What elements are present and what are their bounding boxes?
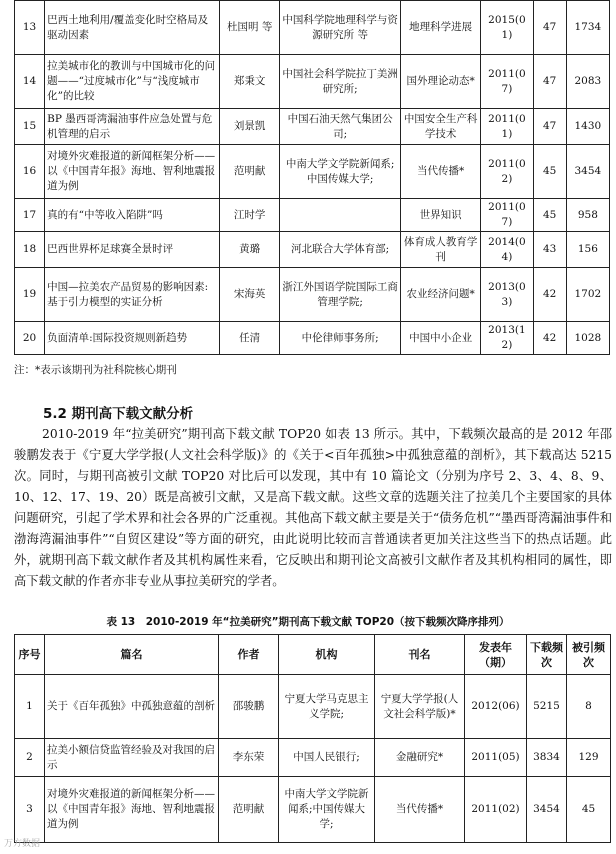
- table-row: [15, 322, 610, 355]
- cell-journal: 当代传播*: [400, 145, 480, 199]
- header-journal: 刊名: [375, 635, 465, 675]
- cell-title: 真的有“中等收入陷阱”吗: [45, 199, 220, 232]
- cell-cited: 129: [567, 739, 611, 777]
- header-cited: 被引频次: [567, 635, 611, 675]
- cell-title: 巴西世界杯足球赛全景时评: [45, 232, 220, 268]
- cell-org: 中南大学文学院新闻系;中国传媒大学;: [280, 145, 401, 199]
- cell-org: 中国人民银行;: [279, 739, 375, 777]
- cell-org: 中南大学文学院新闻系;中国传媒大学;: [279, 777, 375, 843]
- table-row: [15, 268, 610, 322]
- cell-cited: 42: [533, 268, 566, 322]
- cell-journal: 中国安全生产科学技术: [400, 109, 480, 145]
- table-row: [15, 1, 610, 55]
- section-heading: 5.2 期刊高下载文献分析: [43, 406, 194, 422]
- cell-org: 河北联合大学体育部;: [280, 232, 401, 268]
- table-row: [15, 109, 610, 145]
- cell-title: 巴西土地利用/覆盖变化时空格局及驱动因素: [45, 1, 220, 55]
- cell-author: 杜国明 等: [220, 1, 280, 55]
- cell-cited: 8: [567, 675, 611, 739]
- cell-org: 宁夏大学马克思主义学院;: [279, 675, 375, 739]
- cell-cited: 45: [567, 777, 611, 843]
- cell-journal: 农业经济问题*: [400, 268, 480, 322]
- cell-title: BP 墨西哥湾漏油事件应急处置与危机管理的启示: [45, 109, 220, 145]
- cell-no: 15: [15, 109, 45, 145]
- table-note: 注：*表示该期刊为社科院核心期刊: [14, 364, 177, 376]
- cell-downloads: 1028: [566, 322, 609, 355]
- cell-year: 2011(05): [465, 739, 527, 777]
- cell-org: 中伦律师事务所;: [280, 322, 401, 355]
- cell-no: 17: [15, 199, 45, 232]
- cell-no: 14: [15, 55, 45, 109]
- cell-cited: 47: [533, 1, 566, 55]
- cell-cited: 47: [533, 109, 566, 145]
- cell-author: 黄璐: [220, 232, 280, 268]
- header-author: 作者: [219, 635, 279, 675]
- cell-title: 拉美小额信贷监管经验及对我国的启示: [45, 739, 219, 777]
- cell-downloads: 3834: [527, 739, 567, 777]
- cell-year: 2013(03): [481, 268, 533, 322]
- cell-no: 2: [15, 739, 45, 777]
- table-caption: 表 13 2010-2019 年“拉美研究”期刊高下载文献 TOP20（按下载频次降序排列）: [106, 616, 510, 628]
- cell-cited: 43: [533, 232, 566, 268]
- cell-author: 任清: [220, 322, 280, 355]
- cell-downloads: 3454: [527, 777, 567, 843]
- cell-title: 拉美城市化的教训与中国城市化的问题——“过度城市化”与“浅度城市化”的比较: [45, 55, 220, 109]
- cell-year: 2011(07): [481, 199, 533, 232]
- header-org: 机构: [279, 635, 375, 675]
- cell-journal: 体育成人教育学刊: [400, 232, 480, 268]
- table-row: [15, 199, 610, 232]
- cell-org: 中国科学院地理科学与资源研究所 等: [280, 1, 401, 55]
- cell-year: 2012(06): [465, 675, 527, 739]
- cell-title: 中国—拉美农产品贸易的影响因素:基于引力模型的实证分析: [45, 268, 220, 322]
- header-year: 发表年（期）: [465, 635, 527, 675]
- cell-author: 范明献: [219, 777, 279, 843]
- cell-journal: 宁夏大学学报(人文社会科学版)*: [375, 675, 465, 739]
- cell-downloads: 156: [566, 232, 609, 268]
- cell-cited: 47: [533, 55, 566, 109]
- watermark: 万方数据: [4, 839, 41, 849]
- cell-no: 1: [15, 675, 45, 739]
- cell-downloads: 1702: [566, 268, 609, 322]
- cell-author: 李东荣: [219, 739, 279, 777]
- cell-downloads: 1430: [566, 109, 609, 145]
- cell-author: 范明献: [220, 145, 280, 199]
- cell-title: 对境外灾难报道的新闻框架分析——以《中国青年报》海地、智利地震报道为例: [45, 777, 219, 843]
- cell-journal: 当代传播*: [375, 777, 465, 843]
- cell-author: 宋海英: [220, 268, 280, 322]
- table-row: [15, 145, 610, 199]
- header-no: 序号: [15, 635, 45, 675]
- cell-org: 中国社会科学院拉丁美洲研究所;: [280, 55, 401, 109]
- table-header-row: [15, 635, 611, 675]
- cell-journal: 地理科学进展: [400, 1, 480, 55]
- cell-year: 2011(01): [481, 109, 533, 145]
- cell-downloads: 5215: [527, 675, 567, 739]
- cell-downloads: 958: [566, 199, 609, 232]
- header-title: 篇名: [45, 635, 219, 675]
- cell-downloads: 1734: [566, 1, 609, 55]
- cell-downloads: 2083: [566, 55, 609, 109]
- header-downloads: 下载频次: [527, 635, 567, 675]
- cell-org: [280, 199, 401, 232]
- cell-title: 对境外灾难报道的新闻框架分析——以《中国青年报》海地、智利地震报道为例: [45, 145, 220, 199]
- cell-year: 2013(12): [481, 322, 533, 355]
- table-row: [15, 675, 611, 739]
- cell-author: 刘景凯: [220, 109, 280, 145]
- cell-cited: 45: [533, 145, 566, 199]
- table-row: [15, 55, 610, 109]
- cell-year: 2014(04): [481, 232, 533, 268]
- cell-no: 18: [15, 232, 45, 268]
- cell-author: 郑秉文: [220, 55, 280, 109]
- cell-author: 邵骏鹏: [219, 675, 279, 739]
- cell-org: 浙江外国语学院国际工商管理学院;: [280, 268, 401, 322]
- cell-year: 2011(02): [481, 145, 533, 199]
- cell-journal: 世界知识: [400, 199, 480, 232]
- cell-journal: 中国中小企业: [400, 322, 480, 355]
- cell-journal: 金融研究*: [375, 739, 465, 777]
- cell-no: 20: [15, 322, 45, 355]
- table-row: [15, 777, 611, 843]
- table-row: [15, 739, 611, 777]
- cell-year: 2015(01): [481, 1, 533, 55]
- cell-org: 中国石油天然气集团公司;: [280, 109, 401, 145]
- cell-title: 负面清单:国际投资规则新趋势: [45, 322, 220, 355]
- cell-cited: 42: [533, 322, 566, 355]
- cell-year: 2011(02): [465, 777, 527, 843]
- body-paragraph: 2010-2019 年“拉美研究”期刊高下载文献 TOP20 如表 13 所示。其中，下载频次最高的是 2012 年邵骏鹏发表于《宁夏大学学报(人文社会科学版)》的《关于<百年孤独>中孤独意蕴的剖析》，其下载高达 5215 次。同时，与期刊高被引文献 TOP20 对比后可以发现，其中有 10 篇论文（分别为序号 2、3、4、8、9、10、12、17、19、20）既是高被引文献，又是高下载文献。这些文章的选题关注了拉美几个主要国家的具体问题研究，引起了学术界和社会各界的广泛重视。其他高下载文献主要是关于“债务危机”“墨西哥湾漏油事件和渤海湾漏油事件”“自贸区建设”等方面的研究，由此说明比较而言普通读者更加关注这些当下的热点话题。此外，就期刊高下载文献作者及其机构属性来看，它反映出和期刊论文高被引文献作者及其机构相同的属性，即高下载文献的作者亦非专业从事拉美研究的学者。: [14, 427, 612, 588]
- table-top-rows: [14, 0, 610, 355]
- cell-journal: 国外理论动态*: [400, 55, 480, 109]
- cell-no: 16: [15, 145, 45, 199]
- cell-title: 关于《百年孤独》中孤独意蕴的剖析: [45, 675, 219, 739]
- cell-no: 3: [15, 777, 45, 843]
- cell-downloads: 3454: [566, 145, 609, 199]
- table-13: [14, 634, 611, 843]
- cell-no: 13: [15, 1, 45, 55]
- cell-year: 2011(07): [481, 55, 533, 109]
- cell-no: 19: [15, 268, 45, 322]
- cell-author: 江时学: [220, 199, 280, 232]
- table-row: [15, 232, 610, 268]
- cell-cited: 45: [533, 199, 566, 232]
